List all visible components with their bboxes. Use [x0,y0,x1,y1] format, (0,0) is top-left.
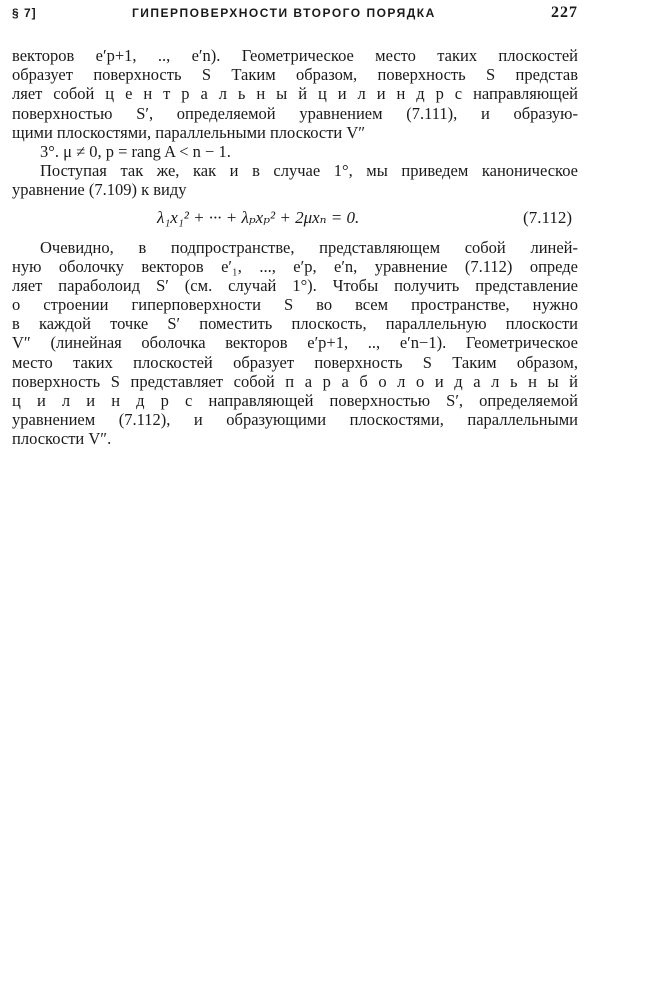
text-line: о строении гиперповерхности S во всем пространстве, нужно [12,295,578,315]
case-3-heading: 3°. μ ≠ 0, p = rang A < n − 1. [40,141,231,161]
text-line: уравнение (7.109) к виду [12,180,187,200]
text-line: в каждой точке S′ поместить плоскость, параллельную плоскости [12,314,578,334]
text-line: Очевидно, в подпространстве, представляющем собой линей- [40,237,578,257]
text-line: место таких плоскостей образует поверхность S Таким образом, [12,352,578,372]
section-marker: § 7] [12,6,37,20]
text-line: V″ (линейная оболочка векторов e′p+1, .., e′n−1). Геометрическое [12,333,578,353]
text-line: плоскости V″. [12,429,112,449]
equation-7-112 [12,202,578,238]
text-line: векторов e′p+1, .., e′n). Геометрическое место таких плоскостей [12,46,578,65]
text-line: образует поверхность S Таким образом, поверхность S представ [12,65,578,85]
text-line: уравнением (7.112), и образующими плоскостями, параллельными [12,410,578,430]
page-number: 227 [551,4,578,21]
page [12,0,578,449]
text-line: ляет собой ц е н т р а л ь н ы й ц и л и н д р с направляющей [12,84,578,104]
paragraph-1 [12,46,578,142]
paragraph-2 [12,161,578,199]
body-text [12,46,578,449]
text-line: ц и л и н д р с направляющей поверхностью S′, определяемой [12,391,578,410]
paragraph-3 [12,238,578,449]
text-line: поверхность S представляет собой п а р а б о л о и д а л ь н ы й [12,371,578,391]
running-head [12,0,578,30]
text-line: поверхностью S′, определяемой уравнением (7.111), и образую- [12,103,578,123]
text-line: ную оболочку векторов e′₁, ..., e′p, e′n, уравнение (7.112) опреде [12,256,578,276]
running-head-title: ГИПЕРПОВЕРХНОСТИ ВТОРОГО ПОРЯДКА [132,6,436,20]
equation-formula: λ₁x₁² + ··· + λₚxₚ² + 2μxₙ = 0. [157,207,360,227]
text-line: ляет параболоид S′ (см. случай 1°). Чтобы получить представление [12,275,578,295]
text-line: щими плоскостями, параллельными плоскости V″ [12,122,366,142]
equation-number: (7.112) [523,207,572,227]
text-line: Поступая так же, как и в случае 1°, мы приведем каноническое [40,161,578,181]
